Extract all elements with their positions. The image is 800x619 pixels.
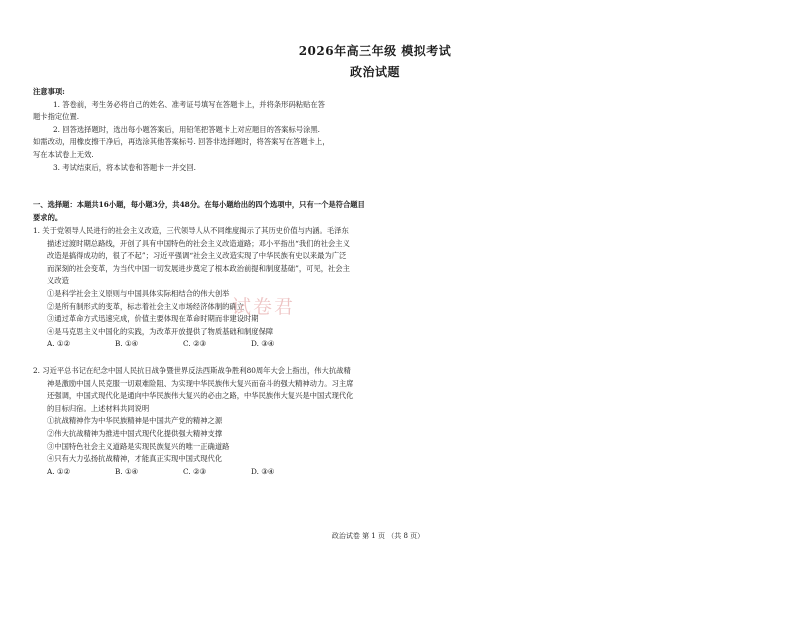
page-footer: 政治试卷 第 1 页 （共 8 页） bbox=[331, 532, 425, 540]
notice-line: 写在本试卷上无效. bbox=[33, 149, 94, 159]
notice-line: 2. 回答选择题时，选出每小题答案后，用铅笔把答题卡上对应题目的答案标号涂黑. bbox=[53, 124, 320, 134]
notice-heading: 注意事项: bbox=[33, 87, 65, 96]
statement-option: ③通过革命方式迅速完成，价值主要体现在革命时期而非建设时期 bbox=[47, 314, 259, 324]
choice-b: B. ①④ bbox=[115, 339, 139, 349]
choice-a: A. ①② bbox=[47, 339, 70, 349]
choice-c: C. ②③ bbox=[183, 339, 207, 349]
choice-b: B. ①④ bbox=[115, 466, 139, 476]
question-text: 描述过渡时期总路线，开创了具有中国特色的社会主义改造道路；邓小平指出“我们的社会主义 bbox=[47, 238, 350, 248]
statement-option: ①抗战精神作为中华民族精神是中国共产党的精神之源 bbox=[47, 416, 223, 426]
statement-option: ③中国特色社会主义道路是实现民族复兴的唯一正确道路 bbox=[47, 441, 230, 451]
statement-option: ②伟大抗战精神为推进中国式现代化提供强大精神支撑 bbox=[47, 428, 223, 438]
notice-line: 题卡指定位置. bbox=[33, 112, 80, 122]
choice-d: D. ③④ bbox=[251, 466, 275, 476]
question-text: 而深刻的社会变革，为当代中国一切发展进步奠定了根本政治前提和制度基础”，可见，社会主 bbox=[47, 263, 350, 273]
choice-c: C. ②③ bbox=[183, 466, 207, 476]
notice-line: 3. 考试结束后，将本试卷和答题卡一并交回. bbox=[53, 162, 196, 172]
question-1 bbox=[33, 225, 575, 351]
question-text: 神是激励中国人民克服一切艰难险阻、为实现中华民族伟大复兴而奋斗的强大精神动力。习主席 bbox=[47, 378, 354, 388]
statement-option: ①是科学社会主义原则与中国具体实际相结合的伟大创举 bbox=[47, 288, 230, 298]
statement-option: ④只有大力弘扬抗战精神，才能真正实现中国式现代化 bbox=[47, 454, 223, 464]
statement-option: ④是马克思主义中国化的实践，为改革开放提供了物质基础和制度保障 bbox=[47, 326, 274, 336]
notice-line: 1. 答卷前，考生务必将自己的姓名、准考证号填写在答题卡上，并将条形码粘贴在答 bbox=[53, 99, 325, 109]
section-line: 要求的。 bbox=[33, 212, 63, 222]
notice-section bbox=[33, 86, 575, 174]
answer-choices bbox=[33, 338, 575, 351]
statement-option: ②是所有制形式的变革，标志着社会主义市场经济体制的确立 bbox=[47, 301, 245, 311]
choice-d: D. ③④ bbox=[251, 339, 275, 349]
question-text: 义改造 bbox=[47, 276, 69, 286]
question-2 bbox=[33, 365, 575, 478]
notice-line: 如需改动，用橡皮擦干净后，再选涂其他答案标号. 回答非选择题时，将答案写在答题卡上， bbox=[33, 137, 330, 147]
section-line: 一、选择题：本题共16小题，每小题3分，共48分。在每小题给出的四个选项中，只有一个是符合题目 bbox=[33, 200, 365, 209]
question-text: 还强调，中国式现代化是通向中华民族伟大复兴的必由之路，中华民族伟大复兴是中国式现代化 bbox=[47, 391, 354, 401]
question-text: 改造是搞得成功的，很了不起”；习近平强调“社会主义改造实现了中华民族有史以来最为广泛 bbox=[47, 251, 347, 261]
section-heading bbox=[33, 199, 575, 224]
question-text: 2. 习近平总书记在纪念中国人民抗日战争暨世界反法西斯战争胜利80周年大会上指出，伟大抗战精 bbox=[33, 366, 351, 375]
choice-a: A. ①② bbox=[47, 466, 70, 476]
watermark: 试卷君 bbox=[232, 296, 296, 318]
subject-title: 政治试题 bbox=[349, 65, 400, 79]
answer-choices bbox=[33, 466, 575, 479]
exam-title: 2026年高三年级 模拟考试 bbox=[298, 44, 452, 58]
question-text: 的目标归宿。上述材料共同说明 bbox=[47, 403, 150, 413]
question-text: 1. 关于党领导人民进行的社会主义改造，三代领导人从不同维度揭示了其历史价值与内涵。毛泽东 bbox=[33, 226, 349, 235]
